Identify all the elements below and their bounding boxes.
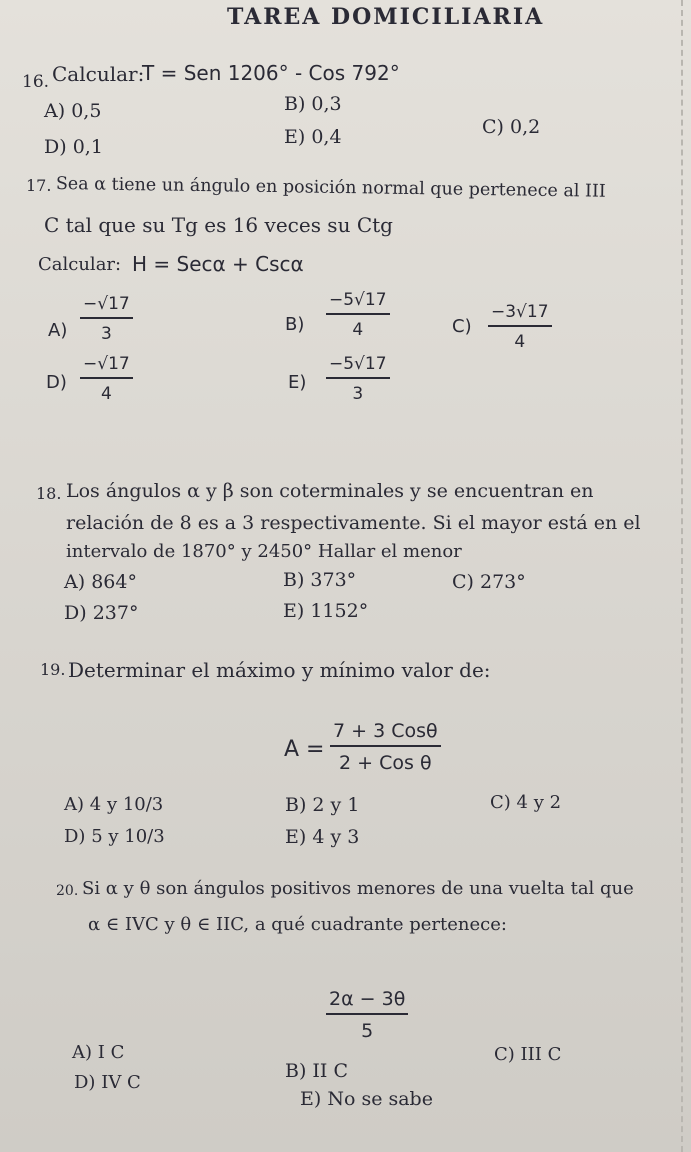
q20-fraction — [326, 988, 408, 1042]
q20-option-e-text: No se sabe — [327, 1088, 433, 1110]
q19-option-e-label: E) — [285, 826, 307, 848]
q20-option-d[interactable] — [74, 1074, 141, 1092]
q17-expression: H = Secα + Cscα — [132, 252, 304, 276]
q19-prompt: Determinar el máximo y mínimo valor de: — [68, 658, 491, 682]
q16-option-b-label: B) — [284, 93, 306, 115]
q19-option-d-text: 5 y 10/3 — [91, 826, 165, 847]
q17-option-c-fraction — [488, 302, 552, 352]
q17-option-e-num: −5√17 — [326, 354, 390, 379]
q16-option-d-label: D) — [44, 136, 67, 158]
q19-option-c[interactable] — [490, 794, 561, 812]
q18-option-e-text: 1152° — [310, 600, 369, 622]
q19-option-a-text: 4 y 10/3 — [89, 794, 164, 815]
q16-option-a-text: 0,5 — [71, 100, 102, 122]
q17-option-d-num: −√17 — [80, 354, 133, 379]
q17-option-e-den: 3 — [352, 384, 364, 404]
q17-option-b-fraction — [326, 290, 390, 340]
q17-option-c-den: 4 — [514, 332, 526, 352]
q16-option-d[interactable] — [44, 138, 103, 157]
q18-option-a-label: A) — [64, 571, 86, 593]
q17-option-e-fraction — [326, 354, 390, 404]
q20-option-b[interactable] — [285, 1062, 348, 1081]
q17-option-b-label: B) — [285, 314, 305, 335]
q16-option-c-text: 0,2 — [510, 116, 541, 138]
q17-number: 17. — [26, 176, 52, 195]
q18-option-e-label: E) — [283, 600, 305, 622]
q17-option-a-label: A) — [48, 320, 68, 341]
q19-option-d[interactable] — [64, 828, 165, 846]
q20-option-d-text: IV C — [101, 1072, 141, 1093]
q18-option-c-label: C) — [452, 571, 474, 593]
q16-option-c-label: C) — [482, 116, 504, 138]
q16-option-e-text: 0,4 — [311, 126, 342, 148]
q18-option-c[interactable] — [452, 573, 526, 592]
q20-option-b-text: II C — [312, 1060, 349, 1082]
q18-option-d-text: 237° — [92, 602, 139, 624]
q18-option-b[interactable] — [283, 571, 356, 590]
q19-option-e-text: 4 y 3 — [312, 826, 360, 848]
q20-option-c-text: III C — [520, 1044, 562, 1065]
q17-option-c-num: −3√17 — [488, 302, 552, 327]
q17-option-a-den: 3 — [100, 324, 112, 344]
q19-number: 19. — [40, 660, 66, 679]
q19-numerator: 7 + 3 Cosθ — [330, 720, 441, 747]
q20-line1: Si α y θ son ángulos positivos menores de una vuelta tal que — [82, 878, 634, 899]
q18-option-d[interactable] — [64, 604, 138, 623]
q18-line3: intervalo de 1870° y 2450° Hallar el menor — [66, 541, 462, 562]
q20-option-c-label: C) — [494, 1044, 515, 1065]
q20-option-b-label: B) — [285, 1060, 307, 1082]
q19-option-e[interactable] — [285, 828, 359, 847]
q16-option-a-label: A) — [44, 100, 66, 122]
paper-edge — [681, 0, 683, 1152]
q19-fraction — [330, 720, 441, 774]
q17-option-d-label: D) — [46, 372, 67, 393]
page-title: TAREA DOMICILIARIA — [227, 4, 545, 30]
q19-option-d-label: D) — [64, 826, 86, 847]
q18-option-b-text: 373° — [310, 569, 357, 591]
q17-option-e-label: E) — [288, 372, 307, 393]
q16-option-a[interactable] — [44, 102, 101, 121]
q18-option-e[interactable] — [283, 602, 368, 621]
q18-option-a-text: 864° — [91, 571, 137, 593]
q18-number: 18. — [36, 484, 62, 503]
q19-option-b[interactable] — [285, 796, 359, 815]
q16-expression: T = Sen 1206° - Cos 792° — [142, 61, 400, 85]
q16-option-d-text: 0,1 — [72, 136, 103, 158]
q17-line1: Sea α tiene un ángulo en posición normal que pertenece al III — [55, 174, 606, 202]
q17-option-d-den: 4 — [100, 384, 112, 404]
q18-line2: relación de 8 es a 3 respectivamente. Si el mayor está en el — [66, 512, 641, 534]
q18-line1: Los ángulos α y β son coterminales y se encuentran en — [66, 480, 594, 502]
q19-option-c-text: 4 y 2 — [516, 792, 562, 813]
q20-number: 20. — [56, 883, 79, 899]
q19-option-a-label: A) — [64, 794, 85, 815]
q17-option-a-num: −√17 — [80, 294, 133, 319]
q16-option-b-text: 0,3 — [311, 93, 342, 115]
q19-option-b-text: 2 y 1 — [312, 794, 360, 816]
q16-prompt: Calcular: — [52, 62, 145, 86]
q16-option-e[interactable] — [284, 128, 342, 147]
q20-denominator: 5 — [361, 1020, 374, 1042]
q20-option-d-label: D) — [74, 1072, 96, 1093]
q20-option-a-label: A) — [72, 1042, 93, 1063]
q20-option-e[interactable] — [300, 1090, 433, 1109]
q18-option-d-label: D) — [64, 602, 87, 624]
q19-option-a[interactable] — [64, 796, 163, 814]
q20-line2: α ∈ IVC y θ ∈ IIC, a qué cuadrante pertenece: — [88, 914, 507, 935]
q16-option-c[interactable] — [482, 118, 540, 137]
q19-denominator: 2 + Cos θ — [339, 752, 432, 774]
q19-option-c-label: C) — [490, 792, 511, 813]
q20-option-c[interactable] — [494, 1046, 561, 1064]
q19-option-b-label: B) — [285, 794, 307, 816]
q16-option-e-label: E) — [284, 126, 306, 148]
q17-option-b-num: −5√17 — [326, 290, 390, 315]
q17-calc-label: Calcular: — [38, 254, 122, 275]
q20-option-e-label: E) — [300, 1088, 322, 1110]
q17-option-b-den: 4 — [352, 320, 364, 340]
q20-option-a[interactable] — [72, 1044, 124, 1062]
q18-option-c-text: 273° — [480, 571, 526, 593]
q18-option-a[interactable] — [64, 573, 137, 592]
q18-option-b-label: B) — [283, 569, 305, 591]
q20-numerator: 2α − 3θ — [326, 988, 408, 1015]
q17-option-a-fraction — [80, 294, 133, 344]
q19-lhs: A = — [284, 737, 325, 762]
q17-option-c-label: C) — [452, 316, 472, 337]
q17-option-d-fraction — [80, 354, 133, 404]
q16-number: 16. — [22, 72, 50, 92]
q20-option-a-text: I C — [97, 1042, 125, 1063]
q17-line2: C tal que su Tg es 16 veces su Ctg — [44, 213, 393, 237]
q16-option-b[interactable] — [284, 95, 342, 114]
